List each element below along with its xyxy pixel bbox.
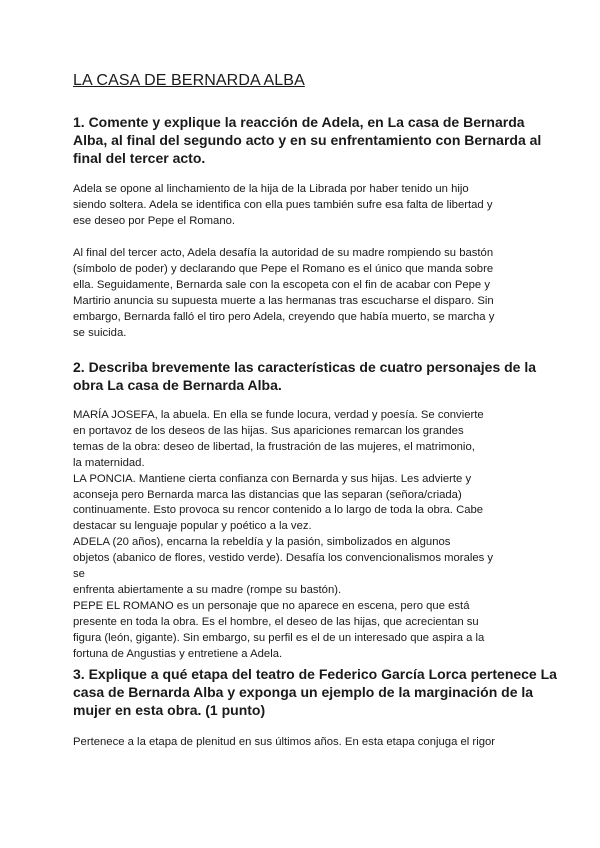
answer-1-paragraph-2 — [73, 246, 533, 341]
paragraph-line: se suicida. — [73, 326, 127, 339]
paragraph-line: Adela se opone al linchamiento de la hija de la Librada por haber tenido un hijo — [73, 183, 469, 195]
paragraph-line: PEPE EL ROMANO es un personaje que no aparece en escena, pero que está — [73, 599, 470, 612]
paragraph-line: MARÍA JOSEFA, la abuela. En ella se funde locura, verdad y poesía. Se convierte — [73, 409, 484, 421]
paragraph-line: objetos (abanico de flores, vestido verde). Desafía los convencionalismos morales y — [73, 552, 494, 565]
question-2-line: obra La casa de Bernarda Alba. — [73, 377, 282, 393]
paragraph-line: (símbolo de poder) y declarando que Pepe el Romano es el único que manda sobre — [73, 262, 494, 275]
question-2-line: 2. Describa brevemente las características de cuatro personajes de la — [73, 359, 537, 375]
question-3-line: casa de Bernarda Alba y exponga un ejemplo de la marginación de la — [73, 684, 534, 700]
paragraph-line: fortuna de Angustias y entretiene a Adela. — [73, 647, 283, 660]
answer-3 — [73, 735, 533, 751]
paragraph-line: Pertenece a la etapa de plenitud en sus últimos años. En esta etapa conjuga el rigor — [73, 736, 496, 748]
question-1-line: final del tercer acto. — [73, 150, 206, 166]
paragraph-line: destacar su lenguaje popular y poético a la vez. — [73, 520, 312, 533]
paragraph-line: la maternidad. — [73, 456, 145, 469]
question-3-line: mujer en esta obra. (1 punto) — [73, 702, 266, 718]
document-title: LA CASA DE BERNARDA ALBA — [73, 72, 305, 89]
paragraph-line: continuamente. Esto provoca su rencor contenido a lo largo de toda la obra. Cabe — [73, 504, 484, 517]
paragraph-line: enfrenta abiertamente a su madre (rompe su bastón). — [73, 583, 342, 596]
paragraph-line: figura (león, gigante). Sin embargo, su perfil es el de un interesado que aspira a la — [73, 631, 485, 644]
paragraph-line: Martirio anuncia su supuesta muerte a las hermanas tras escucharse el disparo. Sin — [73, 294, 494, 307]
question-3-line: 3. Explique a qué etapa del teatro de Federico García Lorca pertenece La — [73, 666, 557, 682]
paragraph-line: presente en toda la obra. Es el hombre, el deseo de las hijas, que acrecientan su — [73, 615, 479, 628]
paragraph-line: en portavoz de los deseos de las hijas. Sus apariciones remarcan los grandes — [73, 424, 464, 437]
question-3 — [73, 665, 557, 719]
question-1-line: Alba, al final del segundo acto y en su enfrentamiento con Bernarda al — [73, 132, 542, 148]
question-2 — [73, 358, 537, 394]
paragraph-line: ella. Seguidamente, Bernarda sale con la escopeta con el fin de acabar con Pepe y — [73, 278, 491, 291]
answer-1-paragraph-1 — [73, 182, 533, 230]
paragraph-line: embargo, Bernarda falló el tiro pero Adela, creyendo que había muerto, se marcha y — [73, 310, 495, 323]
question-1 — [73, 113, 542, 167]
paragraph-line: Al final del tercer acto, Adela desafía la autoridad de su madre rompiendo su bastón — [73, 247, 494, 259]
paragraph-line: temas de la obra: deseo de libertad, la frustración de las mujeres, el matrimonio, — [73, 440, 475, 453]
paragraph-line: ADELA (20 años), encarna la rebeldía y la pasión, simbolizados en algunos — [73, 536, 451, 549]
answer-2 — [73, 408, 533, 663]
paragraph-line: LA PONCIA. Mantiene cierta confianza con Bernarda y sus hijas. Les advierte y — [73, 472, 472, 485]
paragraph-line: ese deseo por Pepe el Romano. — [73, 214, 236, 227]
paragraph-line: aconseja pero Bernarda marca las distancias que las separan (señora/criada) — [73, 488, 462, 501]
paragraph-line: siendo soltera. Adela se identifica con ella pues también sufre esa falta de libertad y — [73, 198, 493, 211]
question-1-line: 1. Comente y explique la reacción de Adela, en La casa de Bernarda — [73, 114, 525, 130]
paragraph-line: se — [73, 568, 85, 581]
